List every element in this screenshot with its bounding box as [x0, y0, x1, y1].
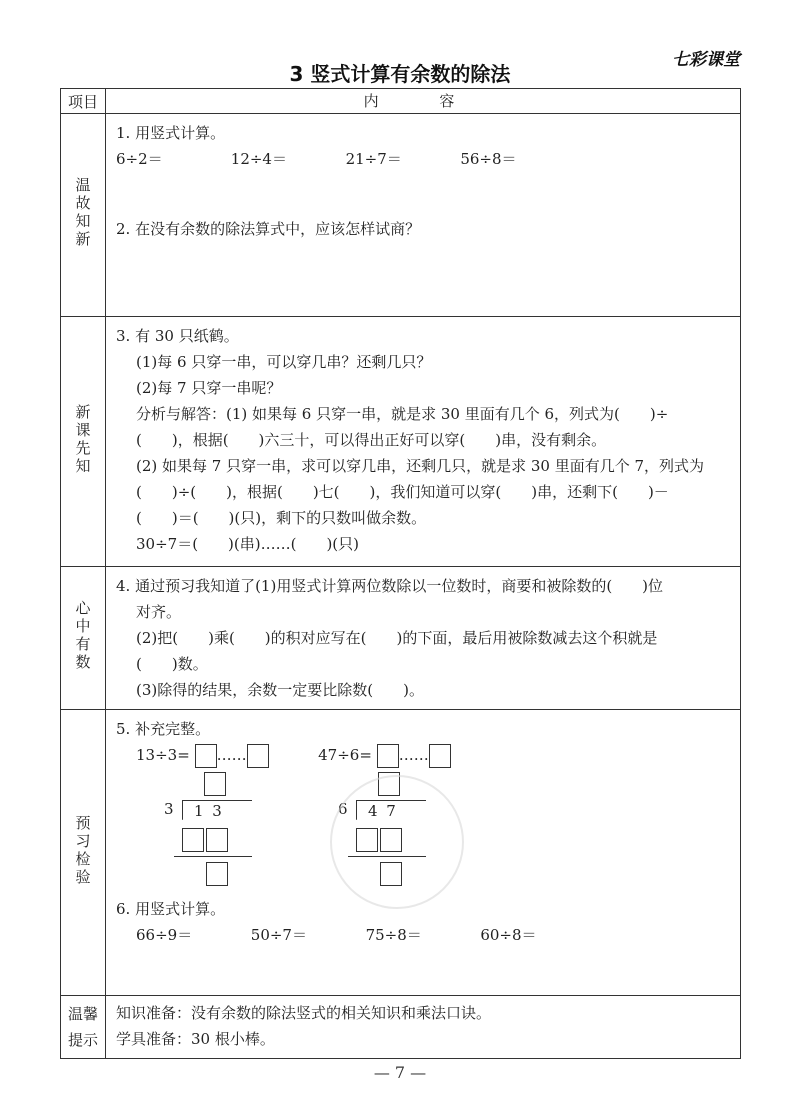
- answer-box[interactable]: [195, 744, 217, 768]
- question-3-part-1: (1)每 6 只穿一串，可以穿几串？还剩几只？: [136, 353, 432, 371]
- analysis-line: ( )＝( )(只)，剩下的只数叫做余数。: [136, 509, 427, 527]
- product-box[interactable]: [182, 828, 204, 852]
- expression: 47÷6=: [318, 746, 372, 764]
- section-label-summary: 心中有数: [73, 600, 92, 672]
- expression: 60÷8＝: [480, 926, 537, 944]
- question-4-line: 对齐。: [136, 603, 182, 621]
- question-4-line: (2)把( )乘( )的积对应写在( )的下面，最后用被除数减去这个积就是: [136, 629, 658, 647]
- expression: 50÷7＝: [250, 926, 307, 944]
- question-3: 3. 有 30 只纸鹤。: [116, 327, 239, 345]
- expression: 12÷4＝: [230, 150, 287, 168]
- section-label-check: 预习检验: [73, 814, 92, 887]
- fill-expression-row: [116, 742, 730, 770]
- worksheet-table: [60, 88, 741, 1059]
- header-item: 项目: [61, 89, 106, 114]
- analysis-line: 30÷7＝( )(串)……( )(只): [136, 535, 360, 553]
- question-3-part-2: (2)每 7 只穿一串呢？: [136, 379, 282, 397]
- analysis-line: (2) 如果每 7 只穿一串，求可以穿几串，还剩几只，就是求 30 里面有几个 7，列式为: [136, 457, 705, 475]
- question-4-line: (3)除得的结果，余数一定要比除数( )。: [136, 681, 424, 699]
- analysis-line: ( )，根据( )六三十，可以得出正好可以穿( )串，没有剩余。: [136, 431, 607, 449]
- quotient-box[interactable]: [204, 772, 226, 796]
- divisor: 6: [338, 800, 348, 818]
- question-4: 4. 通过预习我知道了(1)用竖式计算两位数除以一位数时，商要和被除数的( )位: [116, 577, 664, 595]
- expression: 13÷3=: [136, 746, 190, 764]
- answer-box[interactable]: [377, 744, 399, 768]
- expression: 6÷2＝: [116, 150, 163, 168]
- section-label-review: 温故知新: [73, 177, 92, 249]
- section-label-new-lesson: 新课先知: [73, 403, 92, 476]
- answer-box[interactable]: [247, 744, 269, 768]
- page-number: — 7 —: [373, 1063, 427, 1082]
- expression: 56÷8＝: [460, 150, 517, 168]
- brand-logo: 七彩课堂: [672, 50, 740, 70]
- long-division-1: [164, 772, 294, 890]
- product-box[interactable]: [206, 828, 228, 852]
- analysis-line: 分析与解答：(1) 如果每 6 只穿一串，就是求 30 里面有几个 6，列式为( )÷: [136, 405, 669, 423]
- header-content: 内 容: [106, 89, 741, 114]
- answer-box[interactable]: [429, 744, 451, 768]
- page-title: 3 竖式计算有余数的除法: [289, 62, 511, 86]
- divisor: 3: [164, 800, 174, 818]
- watermark-stamp: [330, 775, 464, 909]
- ellipsis: ……: [216, 746, 247, 764]
- tip-materials: 学具准备：30 根小棒。: [116, 1030, 275, 1048]
- dividend: 4 7: [368, 802, 398, 820]
- question-5: 5. 补充完整。: [116, 720, 211, 738]
- expression-row-1: [116, 146, 730, 172]
- remainder-box[interactable]: [206, 862, 228, 886]
- expression: 75÷8＝: [365, 926, 422, 944]
- ellipsis: ……: [398, 746, 429, 764]
- question-2: 2. 在没有余数的除法算式中，应该怎样试商？: [116, 220, 421, 238]
- expression: 21÷7＝: [345, 150, 402, 168]
- question-1: 1. 用竖式计算。: [116, 124, 226, 142]
- question-4-line: ( )数。: [136, 655, 208, 673]
- expression: 66÷9＝: [136, 926, 193, 944]
- analysis-line: ( )÷( )，根据( )七( )，我们知道可以穿( )串，还剩下( )－: [136, 483, 669, 501]
- question-6: 6. 用竖式计算。: [116, 900, 226, 918]
- tip-knowledge: 知识准备：没有余数的除法竖式的相关知识和乘法口诀。: [116, 1004, 492, 1022]
- section-label-tips: 温馨提示: [67, 1005, 98, 1049]
- dividend: 1 3: [194, 802, 224, 820]
- expression-row-6: [116, 922, 730, 948]
